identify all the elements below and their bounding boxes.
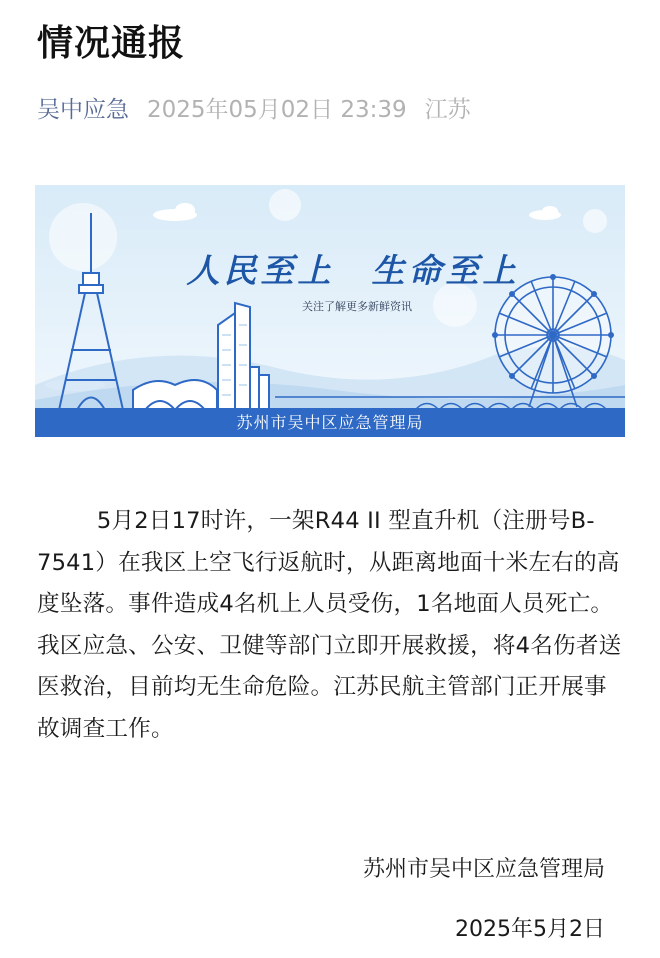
publish-location: 江苏 (424, 97, 471, 123)
page-title: 情况通报 (37, 23, 186, 64)
article-date: 2025年5月2日 (455, 917, 605, 942)
article-signature: 苏州市吴中区应急管理局 (362, 857, 605, 882)
publish-datetime: 2025年05月02日 23:39 (147, 97, 407, 123)
article-meta (37, 92, 471, 128)
banner-follow-text: 关注了解更多新鲜资讯 (302, 300, 412, 313)
banner-footer: 苏州市吴中区应急管理局 (35, 408, 625, 437)
banner-image (35, 185, 625, 437)
account-name-link[interactable]: 吴中应急 (37, 97, 129, 123)
banner-slogan: 人民至上 生命至上 (186, 251, 520, 290)
article-body: 5月2日17时许，一架R44 II 型直升机（注册号B-7541）在我区上空飞行返航时，从距离地面十米左右的高度坠落。事件造成4名机上人员受伤，1名地面人员死亡。我区应急、公安、卫健等部门立即开展救援，将4名伤者送医救治，目前均无生命危险。江苏民航主管部门正开展事故调查工作。 (37, 508, 622, 742)
